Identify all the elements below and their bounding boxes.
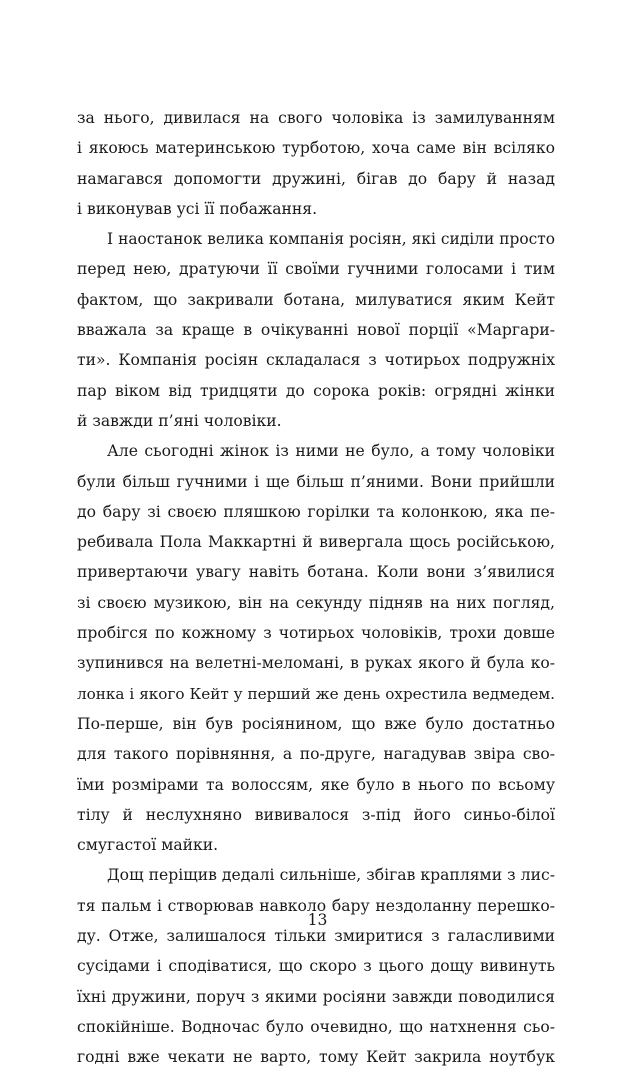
text-line: годні вже чекати не варто, тому Кейт закрила ноутбук: [77, 1048, 555, 1067]
text-line: Дощ періщив дедалі сильніше, збігав краплями з лис-: [107, 866, 555, 885]
text-line: сусідами і сподіватися, що скоро з цього дощу вивинуть: [77, 957, 555, 976]
text-line: зупинився на велетні-меломані, в руках якого й була ко-: [77, 654, 555, 673]
page-number: 13: [307, 911, 328, 929]
text-line: лонка і якого Кейт у перший же день охрестила ведмедем.: [77, 684, 555, 703]
text-line: їхні дружини, поруч з якими росіяни завжди поводилися: [77, 987, 555, 1006]
text-line: намагався допомогти дружині, бігав до бару й назад: [77, 169, 555, 188]
text-line: привертаючи увагу навіть ботана. Коли вони з’явилися: [77, 563, 555, 582]
text-line: до бару зі своєю пляшкою горілки та колонкою, яка пе-: [77, 502, 555, 521]
text-line: і якоюсь материнською турботою, хоча саме він всіляко: [77, 139, 555, 158]
text-line: пар віком від тридцяти до сорока років: огрядні жінки: [77, 381, 555, 400]
text-line: спокійніше. Водночас було очевидно, що натхнення сьо-: [77, 1017, 555, 1036]
text-line: смугастої майки.: [77, 836, 219, 855]
text-line: І наостанок велика компанія росіян, які сиділи просто: [107, 230, 555, 249]
text-line: зі своєю музикою, він на секунду підняв на них погляд,: [77, 593, 555, 612]
text-line: ду. Отже, залишалося тільки змиритися з галасливими: [77, 927, 555, 946]
text-line: фактом, що закривали ботана, милуватися яким Кейт: [77, 290, 555, 309]
text-line: й завжди п’яні чоловіки.: [77, 411, 282, 430]
text-line: за нього, дивилася на свого чоловіка із замилуванням: [77, 109, 555, 127]
text-line: тя пальм і створював навколо бару нездоланну перешко-: [77, 896, 555, 915]
text-line: і виконував усі її побажання.: [77, 199, 318, 218]
text-line: тілу й неслухняно вививалося з-під його синьо-білої: [77, 805, 555, 824]
text-line: вважала за краще в очікуванні нової порції «Маргари-: [77, 321, 555, 340]
text-line: ти». Компанія росіян складалася з чотирьох подружніх: [77, 351, 555, 370]
text-line: для такого порівняння, а по-друге, нагадував звіра сво-: [77, 745, 555, 764]
text-line: їми розмірами та волоссям, яке було в нього по всьому: [77, 775, 555, 794]
text-line: пробігся по кожному з чотирьох чоловіків, трохи довше: [77, 624, 555, 643]
text-line: Але сьогодні жінок із ними не було, а тому чоловіки: [107, 442, 555, 461]
text-line: були більш гучними і ще більш п’яними. Вони прийшли: [77, 472, 555, 491]
text-line: По-перше, він був росіянином, що вже було достатньо: [77, 714, 555, 733]
text-line: перед нею, дратуючи її своїми гучними голосами і тим: [77, 260, 555, 279]
text-line: ребивала Пола Маккартні й вивергала щось російською,: [77, 533, 555, 552]
